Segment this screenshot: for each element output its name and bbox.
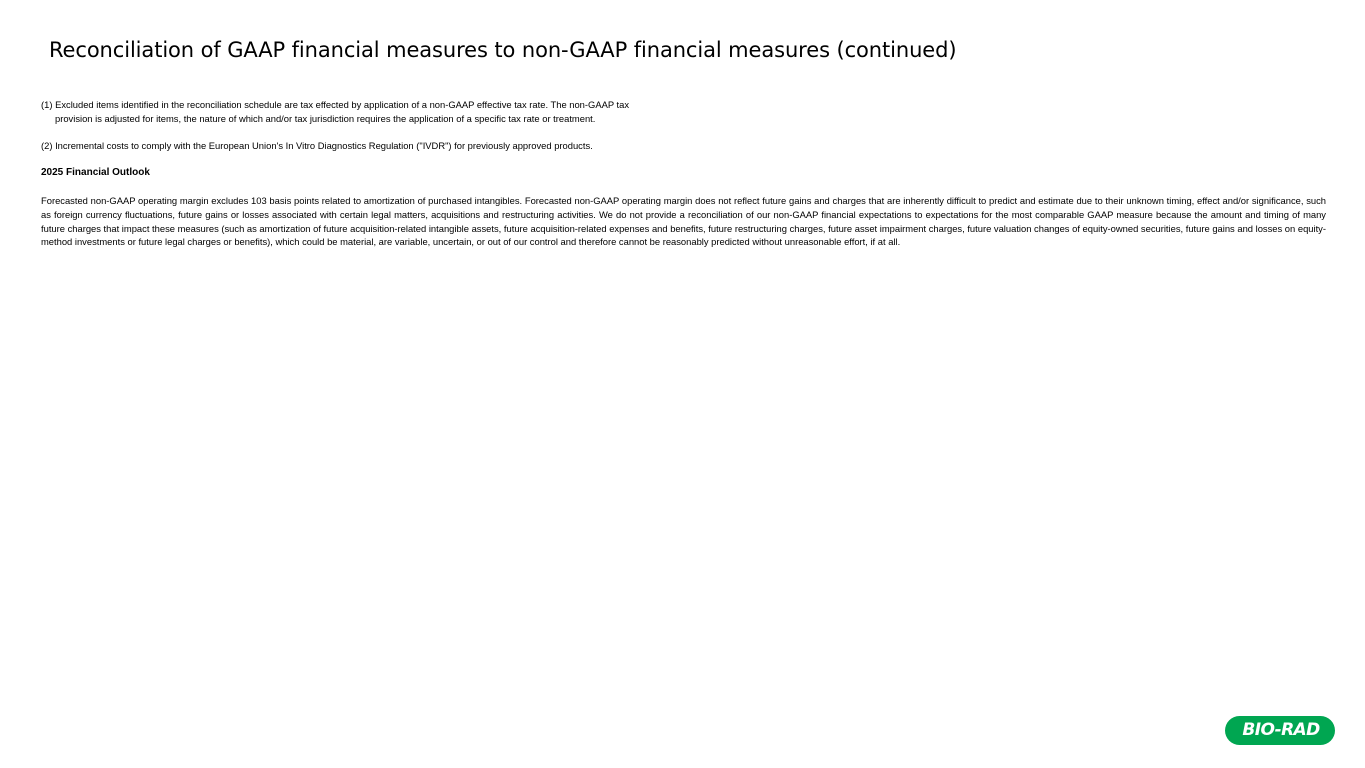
footnote-1	[41, 98, 731, 126]
footnote-1-line-1: (1) Excluded items identified in the reconciliation schedule are tax effected by application of a non-GAAP effective tax rate. The non-GAAP tax	[41, 99, 630, 110]
bio-rad-logo	[1225, 716, 1335, 745]
footnote-1-line-2: provision is adjusted for items, the nature of which and/or tax jurisdiction requires the application of a specific tax rate or treatment.	[55, 112, 596, 124]
financial-outlook-paragraph: Forecasted non-GAAP operating margin excludes 103 basis points related to amortization of purchased intangibles. Forecasted non-GAAP operating margin does not reflect future gains and charges that are inherently difficult to predict and estimate due to their unknown timing, effect and/or significance, such as foreign currency fluctuations, future gains or losses associated with certain legal matters, acquisitions and restructuring activities. We do not provide a reconciliation of our non-GAAP financial expectations to expectations for the most comparable GAAP measure because the amount and timing of many future charges that impact these measures (such as amortization of future acquisition-related intangible assets, future acquisition-related expenses and benefits, future restructuring charges, future asset impairment charges, future valuation changes of equity-owned securities, future gains and losses on equity-method investments or future legal charges or benefits), which could be material, are variable, uncertain, or out of our control and therefore cannot be reasonably predicted without unreasonable effort, if at all.	[41, 195, 1326, 248]
bio-rad-logo-text: BIO-RAD	[1242, 720, 1320, 740]
page-title: Reconciliation of GAAP financial measures to non-GAAP financial measures (continued)	[49, 38, 957, 62]
footnote-2: (2) Incremental costs to comply with the European Union's In Vitro Diagnostics Regulation ("IVDR") for previously approved products.	[41, 140, 593, 151]
financial-outlook-heading: 2025 Financial Outlook	[41, 167, 150, 178]
